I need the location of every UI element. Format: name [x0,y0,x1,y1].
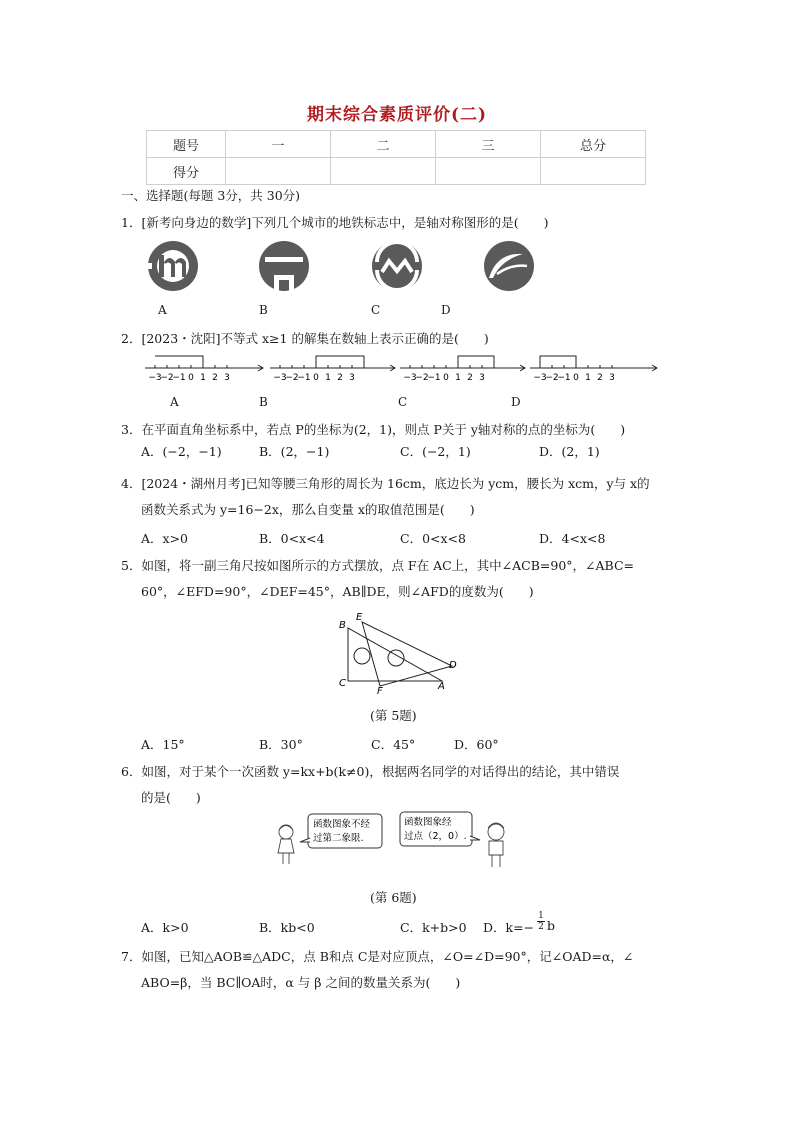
number-line-tick-label: −2 [415,373,429,383]
option-label: B [259,303,268,317]
number-line-tick-label: −1 [297,373,311,383]
score-input-cell[interactable] [331,158,436,185]
number-line-tick-label: 3 [609,373,615,383]
option-label: A [170,395,179,409]
number-line-tick-label: −1 [427,373,441,383]
question-5-line2: 60°，∠EFD=90°，∠DEF=45°，AB∥DE，则∠AFD的度数为( ) [141,584,534,599]
number-line-tick-label: 1 [200,373,206,383]
solution-bracket [458,356,494,368]
number-lines-figure [145,350,665,384]
bubble-text: 过点（2，0）. [404,831,467,842]
figure-label: C [339,678,346,689]
option-d: D．4<x<8 [539,531,606,546]
bubble-text: 过第二象限. [313,833,364,844]
number-line-tick-label: −1 [557,373,571,383]
number-line-tick-label: 3 [224,373,230,383]
triangle-set-figure [330,606,466,696]
section-heading: 一、选择题(每题 3分，共 30分) [121,188,301,203]
option-c: C．45° [371,737,416,752]
question-6-line1: 6．如图，对于某个一次函数 y=kx+b(k≠0)，根据两名同学的对话得出的结论，其中错误 [121,764,620,779]
number-line-tick-label: −2 [285,373,299,383]
question-5-options [141,735,681,755]
figure-label: F [377,686,383,696]
number-line-tick-label: −3 [403,373,417,383]
option-c: C．(−2，1) [400,444,471,459]
score-input-cell[interactable] [436,158,541,185]
boy-student-icon [488,823,504,867]
question-7-line1: 7．如图，已知△AOB≌△ADC，点 B和点 C是对应顶点，∠O=∠D=90°，记∠OAD=α，∠ [121,949,634,964]
number-line-tick-label: 2 [212,373,218,383]
option-a: A．15° [141,737,185,752]
metro-logo-d-icon [484,241,534,291]
option-d: D．(2，1) [539,444,600,459]
option-label: B [259,395,268,409]
figure-label: A [438,681,445,692]
question-4-line1: 4．[2024・湖州月考]已知等腰三角形的周长为 16cm，底边长为 ycm，腰长为 xcm，y与 x的 [121,476,650,491]
question-3-options [141,442,681,462]
table-cell: 一 [226,131,331,158]
option-b: B．kb<0 [259,920,315,935]
score-table-score-row [147,158,646,185]
option-a: A．k>0 [141,920,189,935]
table-cell: 得分 [147,158,226,185]
number-line-tick-label: −2 [545,373,559,383]
number-line-tick-label: 3 [349,373,355,383]
option-label: A [158,303,167,317]
dialogue-figure [270,810,520,872]
question-4-options [141,529,681,549]
number-line-tick-label: 1 [455,373,461,383]
metro-logo-c-icon [372,241,422,291]
number-line-tick-label: 2 [467,373,473,383]
question-5-line1: 5．如图，将一副三角尺按如图所示的方式摆放，点 F在 AC上，其中∠ACB=90°，∠ABC= [121,558,635,573]
metro-logo-a-icon [143,241,198,291]
fraction-tail: b [547,918,556,933]
number-line-tick-label: −3 [148,373,162,383]
number-line-tick-label: 1 [585,373,591,383]
page-title: 期末综合素质评价(二) [306,105,488,125]
option-c: C．0<x<8 [400,531,466,546]
table-cell: 题号 [147,131,226,158]
score-input-cell[interactable] [541,158,646,185]
option-label: D [441,303,451,317]
table-cell: 总分 [541,131,646,158]
number-line-tick-label: −2 [160,373,174,383]
option-d: D．k=− [483,920,535,935]
bubble-text: 函数图象不经 [313,819,371,830]
option-b: B．30° [259,737,303,752]
score-table-header-row [147,131,646,158]
option-label: C [371,303,381,317]
number-line-tick-label: 2 [337,373,343,383]
metro-logo-b-icon [259,241,309,292]
score-table [146,130,646,185]
number-line-tick-label: 0 [573,373,579,383]
figure-caption: (第 6题) [370,890,417,905]
score-input-cell[interactable] [226,158,331,185]
question-7-line2: ABO=β，当 BC∥OA时，α 与 β 之间的数量关系为( ) [141,975,461,990]
number-line-tick-label: 2 [597,373,603,383]
number-line-tick-label: 3 [479,373,485,383]
question-3-text: 3．在平面直角坐标系中，若点 P的坐标为(2，1)，则点 P关于 y轴对称的点的坐标为( ) [121,422,626,437]
question-1-text: 1．[新考向身边的数学]下列几个城市的地铁标志中，是轴对称图形的是( ) [121,215,549,230]
option-label: D [511,395,521,409]
number-line-tick-label: −3 [273,373,287,383]
question-6-line2: 的是( ) [141,790,201,805]
table-cell: 二 [331,131,436,158]
figure-caption: (第 5题) [370,708,417,723]
number-line-tick-label: −1 [172,373,186,383]
option-b: B．(2，−1) [259,444,330,459]
question-4-line2: 函数关系式为 y=16−2x，那么自变量 x的取值范围是( ) [141,502,475,517]
option-label: C [398,395,408,409]
metro-logos-figure [140,238,550,298]
option-b: B．0<x<4 [259,531,325,546]
number-line-tick-label: −3 [533,373,547,383]
girl-student-icon [278,825,294,864]
option-c: C．k+b>0 [400,920,467,935]
option-a: A．x>0 [141,531,189,546]
question-2-text: 2．[2023・沈阳]不等式 x≥1 的解集在数轴上表示正确的是( ) [121,331,489,346]
table-cell: 三 [436,131,541,158]
figure-label: B [339,620,346,631]
number-line-tick-label: 0 [443,373,449,383]
number-line-tick-label: 1 [325,373,331,383]
figure-label: E [356,612,363,623]
option-d: D．60° [454,737,499,752]
option-a: A．(−2，−1) [141,444,222,459]
question-6-options [141,911,681,942]
bubble-text: 函数图象经 [404,817,452,828]
fraction-half: 1 2 [538,911,544,932]
number-line-tick-label: 0 [313,373,319,383]
solution-bracket [540,356,576,368]
figure-label: D [449,660,457,671]
number-line-tick-label: 0 [188,373,194,383]
